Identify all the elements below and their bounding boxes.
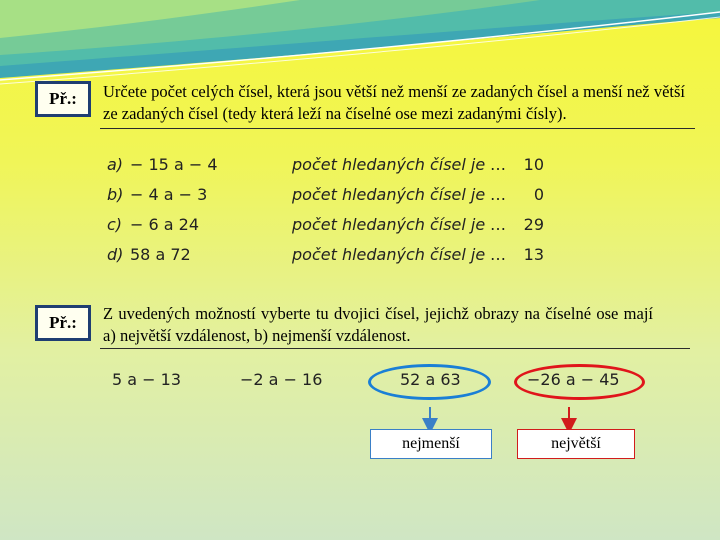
row-label: c): [107, 215, 123, 234]
row-answer: 29: [523, 215, 544, 234]
row-question: počet hledaných čísel je: [292, 245, 486, 264]
option-4: −26 a − 45: [527, 370, 620, 389]
result-smallest-box: [370, 429, 492, 459]
option-1: 5 a − 13: [112, 370, 182, 389]
row-question: počet hledaných čísel je: [292, 155, 486, 174]
example-1-row-d: [107, 243, 544, 267]
row-dots: …: [490, 245, 506, 264]
example-1-assignment: [103, 81, 685, 125]
blue-highlight-ellipse: [368, 364, 491, 400]
example-2-assignment: [103, 303, 653, 347]
example-label-2: [35, 305, 91, 341]
number-pair: 58 a 72: [130, 245, 191, 264]
option-2: −2 a − 16: [240, 370, 323, 389]
red-highlight-ellipse: [514, 364, 645, 400]
row-question: počet hledaných čísel je: [292, 185, 486, 204]
example-1-underline: [100, 128, 695, 129]
row-question: počet hledaných čísel je: [292, 215, 486, 234]
result-largest-box: [517, 429, 635, 459]
example-1-row-c: [107, 213, 544, 237]
row-dots: …: [490, 155, 506, 174]
number-pair: − 15 a − 4: [130, 155, 218, 174]
row-dots: …: [490, 185, 506, 204]
row-answer: 0: [533, 185, 544, 204]
example-label-1: [35, 81, 91, 117]
example-1-row-b: [107, 183, 544, 207]
example-2-text: Z uvedených možností vyberte tu dvojici čísel, jejichž obrazy na číselné ose mají a) největší vzdálenost, b) nejmenší vzdálenost.: [103, 304, 653, 345]
number-pair: − 4 a − 3: [130, 185, 208, 204]
row-answer: 13: [523, 245, 544, 264]
example-1-row-a: [107, 153, 544, 177]
row-dots: …: [490, 215, 506, 234]
example-1-text: Určete počet celých čísel, která jsou větší než menší ze zadaných čísel a menší než větší ze zadaných čísel (tedy která leží na číselné ose mezi zadanými čísly).: [103, 82, 685, 123]
row-label: a): [107, 155, 124, 174]
example-2-underline: [100, 348, 690, 349]
result-largest-label: největší: [551, 435, 601, 452]
row-label: b): [107, 185, 124, 204]
row-label: d): [107, 245, 124, 264]
example-label-2-text: Př.:: [49, 313, 77, 332]
option-3: 52 a 63: [400, 370, 461, 389]
result-smallest-label: nejmenší: [402, 435, 460, 452]
row-answer: 10: [523, 155, 544, 174]
example-label-1-text: Př.:: [49, 89, 77, 108]
number-pair: − 6 a 24: [130, 215, 200, 234]
